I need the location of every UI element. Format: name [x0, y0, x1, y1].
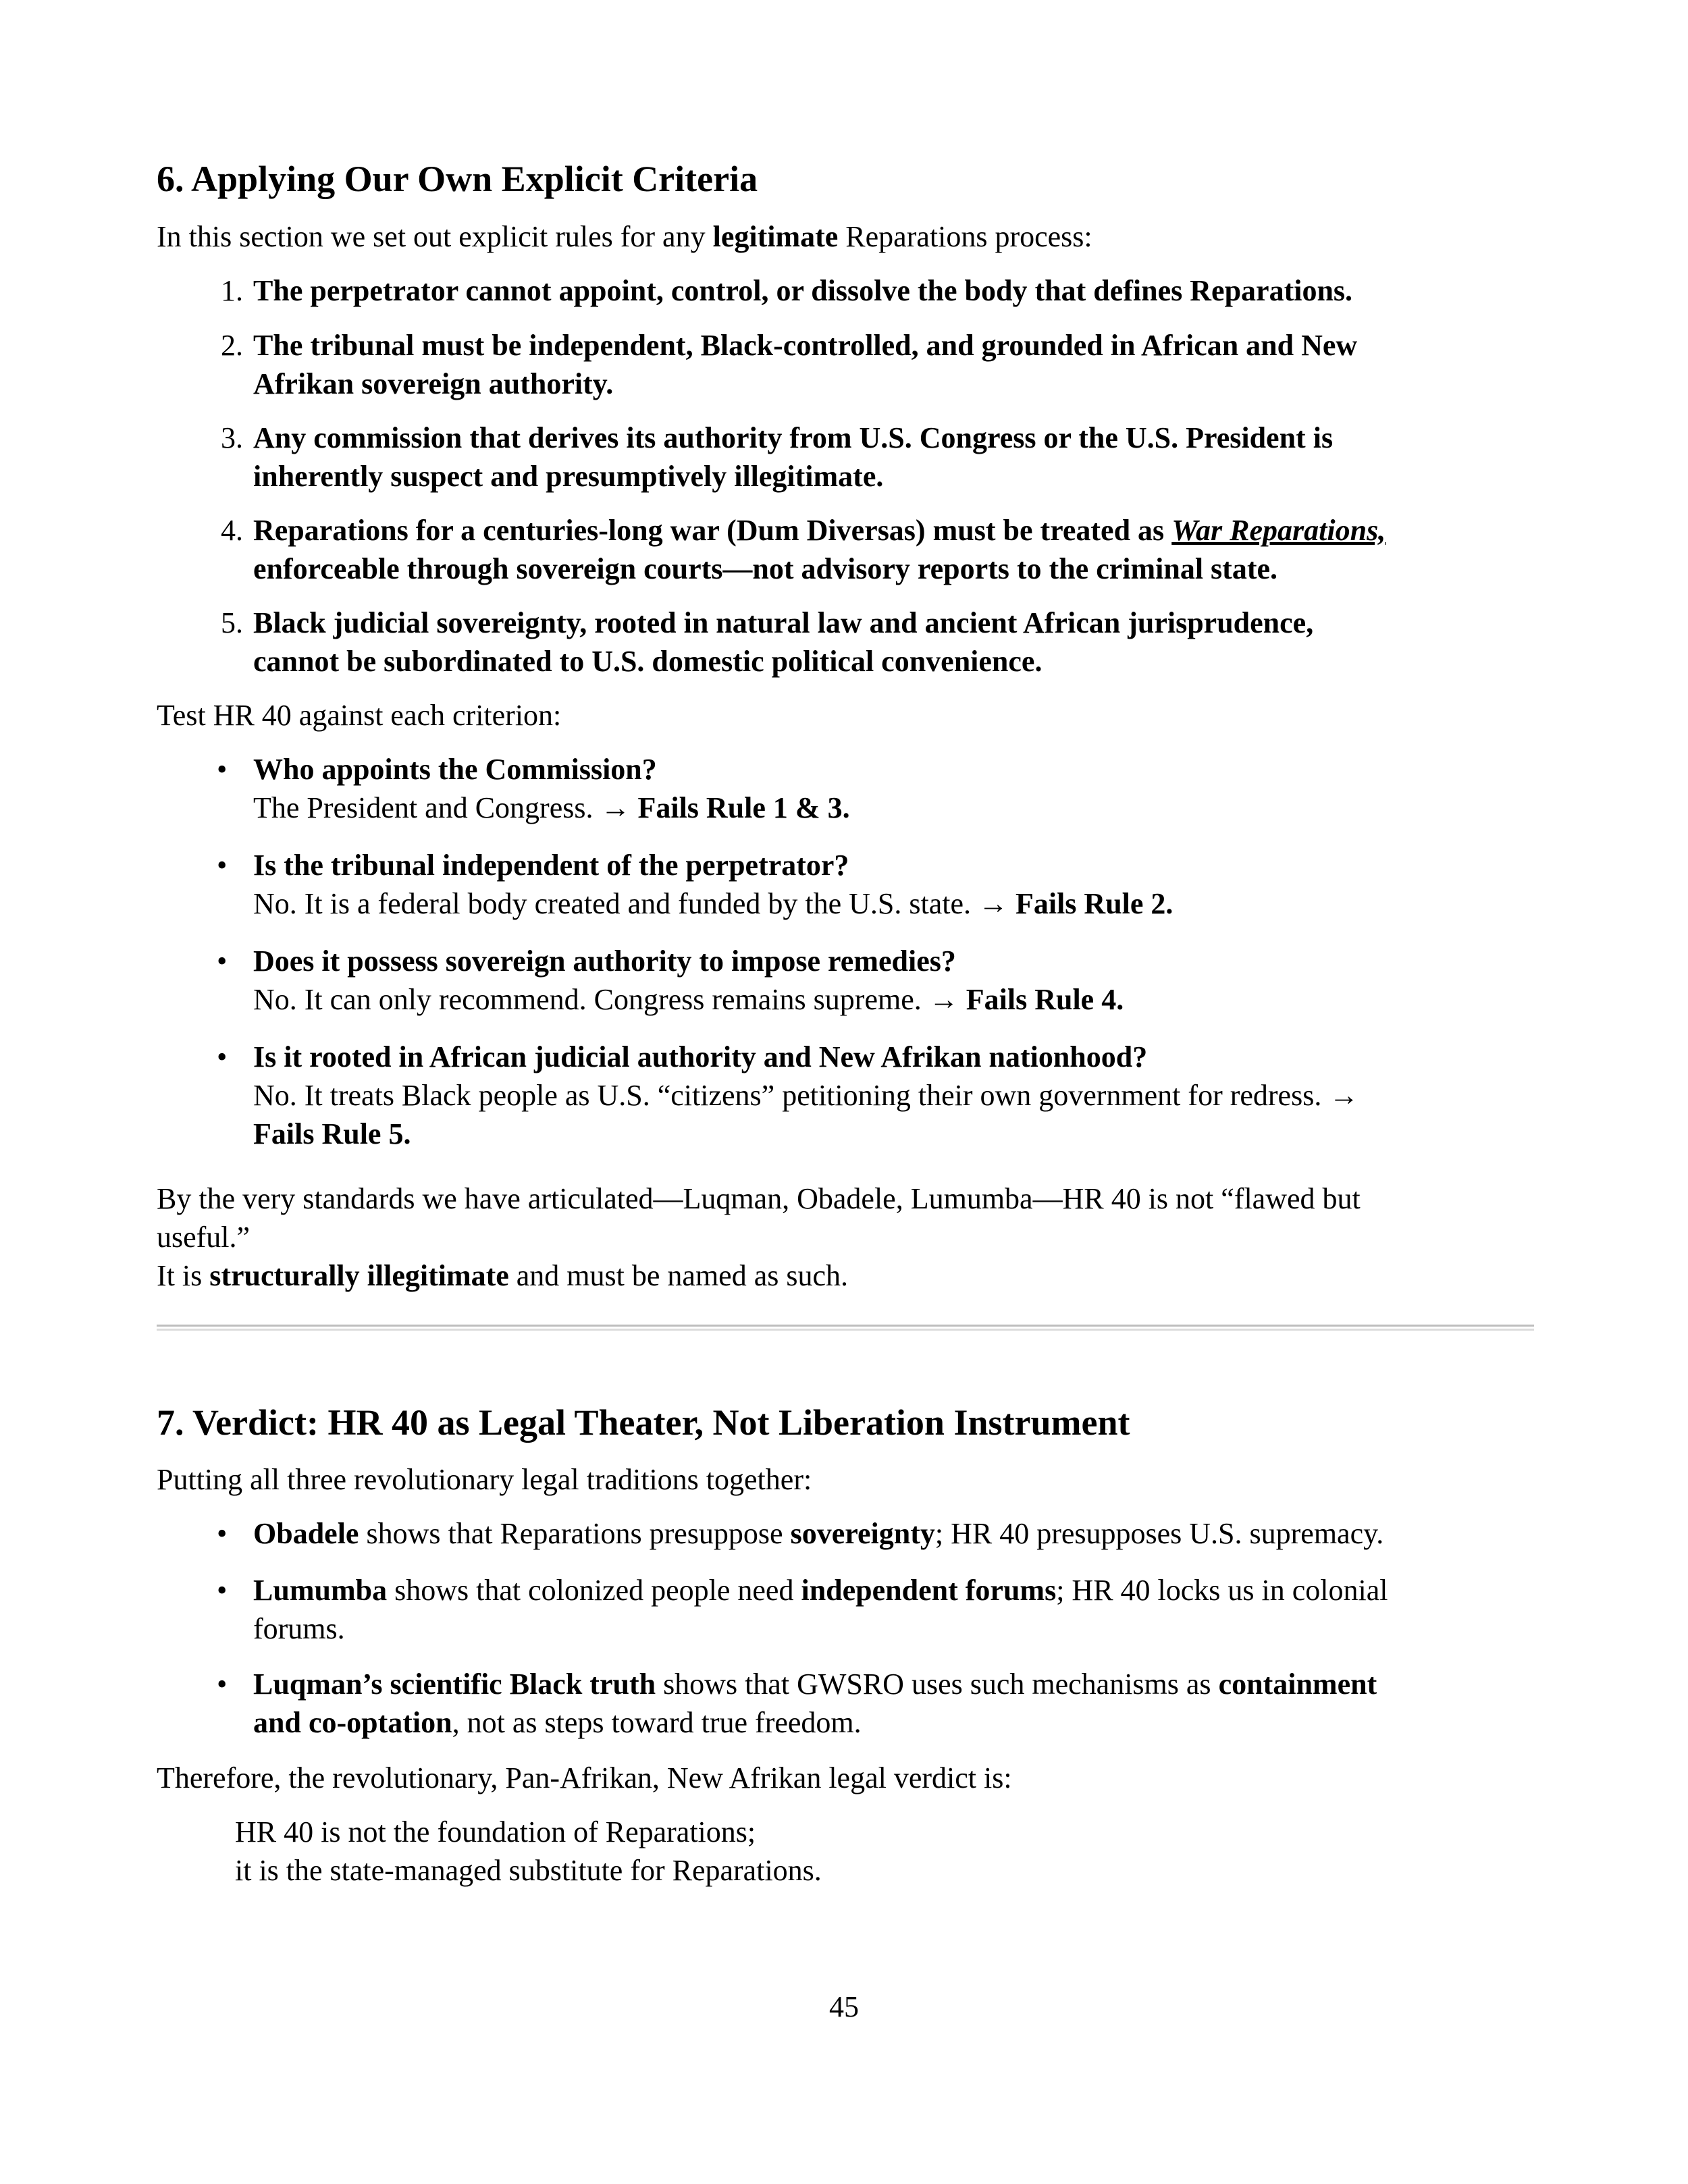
- test-verdict: Fails Rule 5.: [253, 1117, 411, 1150]
- bullet: •: [217, 1517, 228, 1550]
- rule-number: 5.: [221, 606, 243, 639]
- rule-number: 1.: [221, 274, 243, 307]
- section-6-heading: 6. Applying Our Own Explicit Criteria: [157, 159, 758, 199]
- war-reparations-link[interactable]: War Reparations,: [1171, 514, 1386, 547]
- test-item-1: [217, 750, 1539, 827]
- rule-item-5: [221, 604, 1539, 681]
- rule-item-4: [221, 511, 1539, 588]
- verdict-block: HR 40 is not the foundation of Reparations; it is the state-managed substitute for Reparations.: [235, 1815, 822, 1887]
- section-7-intro: Putting all three revolutionary legal traditions together:: [157, 1463, 812, 1496]
- section-6-conclusion: By the very standards we have articulated—Luqman, Obadele, Lumumba—HR 40 is not “flawed but useful.” It is structurally illegitimate and must be named as such.: [157, 1182, 1361, 1292]
- test-item-2: [217, 846, 1539, 923]
- verdict-point-1: • Obadele shows that Reparations presuppose sovereignty; HR 40 presupposes U.S. supremacy.: [253, 1514, 1539, 1553]
- rule-text-line-1: Any commission that derives its authority from U.S. Congress or the U.S. President is: [253, 421, 1334, 454]
- rule-number: 4.: [221, 514, 243, 547]
- bullet: •: [217, 849, 228, 882]
- test-answer: No. It can only recommend. Congress remains supreme. →: [253, 983, 966, 1016]
- test-answer: The President and Congress. →: [253, 791, 638, 824]
- rule-text-line-2: enforceable through sovereign courts—not advisory reports to the criminal state.: [253, 552, 1278, 585]
- rule-text-line-2: cannot be subordinated to U.S. domestic political convenience.: [253, 645, 1043, 678]
- verdict-point-3: • Luqman’s scientific Black truth shows that GWSRO uses such mechanisms as containment and co-optation, not as steps toward true freedom.: [253, 1665, 1539, 1742]
- section-divider: [157, 1325, 1534, 1331]
- test-question: Who appoints the Commission?: [253, 753, 657, 786]
- rule-text-line-1: Black judicial sovereignty, rooted in natural law and ancient African jurisprudence,: [253, 606, 1314, 639]
- test-item-3: [217, 942, 1539, 1019]
- rule-number: 2.: [221, 329, 243, 362]
- test-answer: No. It treats Black people as U.S. “citizens” petitioning their own government for redress. →: [253, 1079, 1359, 1112]
- test-question: Does it possess sovereign authority to impose remedies?: [253, 944, 956, 978]
- test-question: Is it rooted in African judicial authority and New Afrikan nationhood?: [253, 1040, 1148, 1073]
- test-verdict: Fails Rule 2.: [1015, 887, 1173, 920]
- bullet: •: [217, 1574, 228, 1607]
- bullet: •: [217, 753, 228, 786]
- bullet: •: [217, 944, 228, 978]
- rule-item-2: [221, 326, 1539, 403]
- test-answer: No. It is a federal body created and funded by the U.S. state. →: [253, 887, 1016, 920]
- verdict-point-2: • Lumumba shows that colonized people need independent forums; HR 40 locks us in colonial forums.: [253, 1571, 1539, 1648]
- verdict-intro: Therefore, the revolutionary, Pan-Afrikan, New Afrikan legal verdict is:: [157, 1761, 1012, 1794]
- test-item-4: [217, 1038, 1539, 1153]
- test-question: Is the tribunal independent of the perpetrator?: [253, 849, 849, 882]
- rule-item-1: [221, 271, 1539, 310]
- test-verdict: Fails Rule 4.: [966, 983, 1124, 1016]
- rule-text-line-2: inherently suspect and presumptively illegitimate.: [253, 460, 884, 493]
- rule-number: 3.: [221, 421, 243, 454]
- rule-text-line-1: The tribunal must be independent, Black-controlled, and grounded in African and New: [253, 329, 1358, 362]
- bullet: •: [217, 1040, 228, 1073]
- page-number: 45: [829, 1990, 859, 2023]
- rule-text-line-1: Reparations for a centuries-long war (Dum Diversas) must be treated as: [253, 514, 1172, 547]
- test-verdict: Fails Rule 1 & 3.: [637, 791, 850, 824]
- rule-text: The perpetrator cannot appoint, control, or dissolve the body that defines Reparations.: [253, 274, 1353, 307]
- bullet: •: [217, 1668, 228, 1701]
- rule-text-line-2: Afrikan sovereign authority.: [253, 367, 614, 400]
- section-6-intro: In this section we set out explicit rules for any legitimate Reparations process:: [157, 220, 1092, 253]
- test-intro: Test HR 40 against each criterion:: [157, 699, 562, 732]
- rule-item-3: [221, 419, 1539, 496]
- section-7-heading: 7. Verdict: HR 40 as Legal Theater, Not Liberation Instrument: [157, 1402, 1130, 1443]
